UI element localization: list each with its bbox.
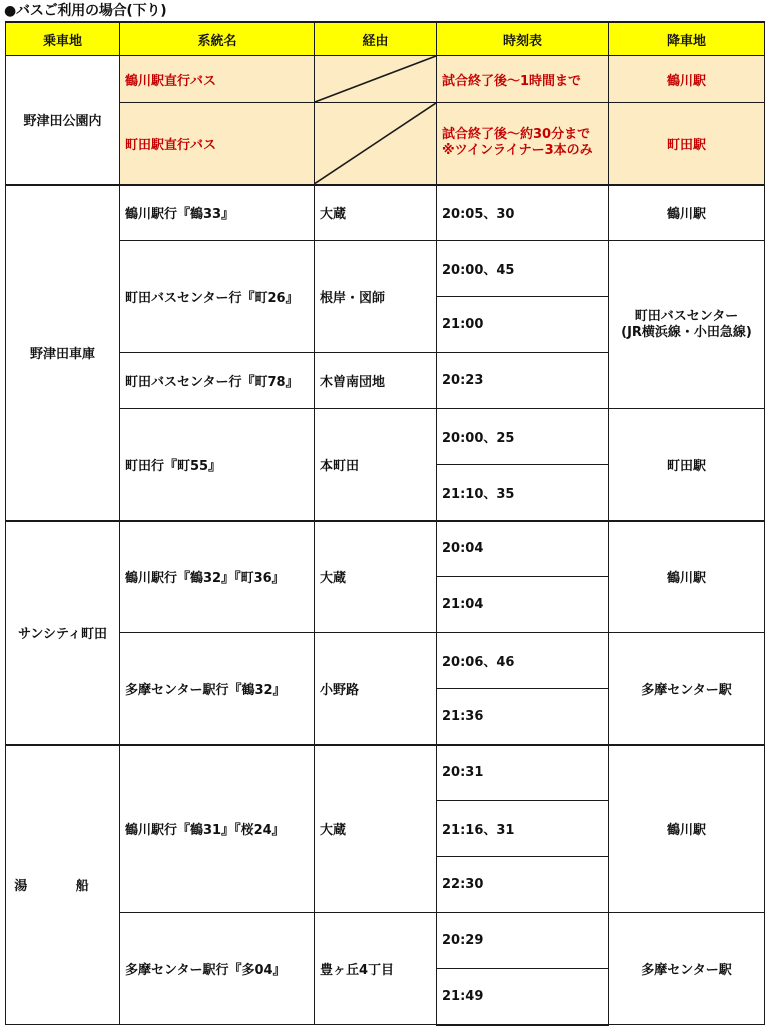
via-cell: 根岸・図師 [315,241,437,353]
dest-cell: 鶴川駅 [609,185,765,241]
route-cell: 鶴川駅行『鶴31』『桜24』 [120,745,315,913]
via-cell: 大蔵 [315,185,437,241]
header-row [6,22,765,56]
table-row [6,103,765,185]
header-times: 時刻表 [437,22,609,56]
table-row [6,913,765,969]
via-slash-cell [315,56,437,103]
via-cell: 木曽南団地 [315,353,437,409]
via-cell: 大蔵 [315,521,437,633]
times-note: ※ツインライナー3本のみ [442,143,593,159]
table-row [6,409,765,465]
times-cell: 20:31 [437,745,609,801]
times-cell: 21:36 [437,689,609,745]
table-row [6,633,765,689]
times-cell: 20:00、25 [437,409,609,465]
times-cell: 20:05、30 [437,185,609,241]
stop-cell: 野津田車庫 [6,185,120,521]
header-dest: 降車地 [609,22,765,56]
times-cell: 21:49 [437,969,609,1025]
times-cell: 21:04 [437,577,609,633]
dest-cell: 多摩センター駅 [609,913,765,1025]
times-cell: 22:30 [437,857,609,913]
times-cell [437,103,609,185]
times-cell: 試合終了後～1時間まで [437,56,609,103]
route-cell: 鶴川駅行『鶴32』『町36』 [120,521,315,633]
via-slash-cell [315,103,437,185]
times-line: 試合終了後～約30分まで [442,127,591,143]
route-cell: 町田バスセンター行『町78』 [120,353,315,409]
stop-cell: 野津田公園内 [6,56,120,185]
times-cell: 21:00 [437,297,609,353]
dest-cell [609,241,765,409]
times-cell: 20:04 [437,521,609,577]
table-row [6,521,765,577]
route-cell: 鶴川駅行『鶴33』 [120,185,315,241]
dest-note: (JR横浜線・小田急線) [621,324,752,340]
table-row [6,185,765,241]
stop-cell: サンシティ町田 [6,521,120,745]
route-cell: 町田駅直行バス [120,103,315,185]
route-cell: 町田バスセンター行『町26』 [120,241,315,353]
times-cell: 21:10、35 [437,465,609,521]
times-cell: 20:29 [437,913,609,969]
times-cell: 20:00、45 [437,241,609,297]
dest-cell: 鶴川駅 [609,745,765,913]
table-row [6,56,765,103]
header-via: 経由 [315,22,437,56]
stop-cell: 湯 船 [6,745,120,1025]
table-row [6,241,765,297]
route-cell: 多摩センター駅行『鶴32』 [120,633,315,745]
diagonal-line-icon [315,56,436,102]
diagonal-line-icon [315,103,436,184]
via-cell: 豊ヶ丘4丁目 [315,913,437,1025]
dest-cell: 鶴川駅 [609,56,765,103]
bus-timetable [5,21,765,1026]
dest-cell: 町田駅 [609,103,765,185]
via-cell: 大蔵 [315,745,437,913]
route-cell: 多摩センター駅行『多04』 [120,913,315,1025]
dest-cell: 多摩センター駅 [609,633,765,745]
page-title: ●バスご利用の場合(下り) [4,3,167,19]
header-stop: 乗車地 [6,22,120,56]
dest-line: 町田バスセンター [634,308,739,324]
header-route: 系統名 [120,22,315,56]
dest-cell: 鶴川駅 [609,521,765,633]
times-cell: 20:06、46 [437,633,609,689]
times-cell: 21:16、31 [437,801,609,857]
times-cell: 20:23 [437,353,609,409]
via-cell: 本町田 [315,409,437,521]
table-row [6,745,765,801]
via-cell: 小野路 [315,633,437,745]
route-cell: 鶴川駅直行バス [120,56,315,103]
dest-cell: 町田駅 [609,409,765,521]
route-cell: 町田行『町55』 [120,409,315,521]
